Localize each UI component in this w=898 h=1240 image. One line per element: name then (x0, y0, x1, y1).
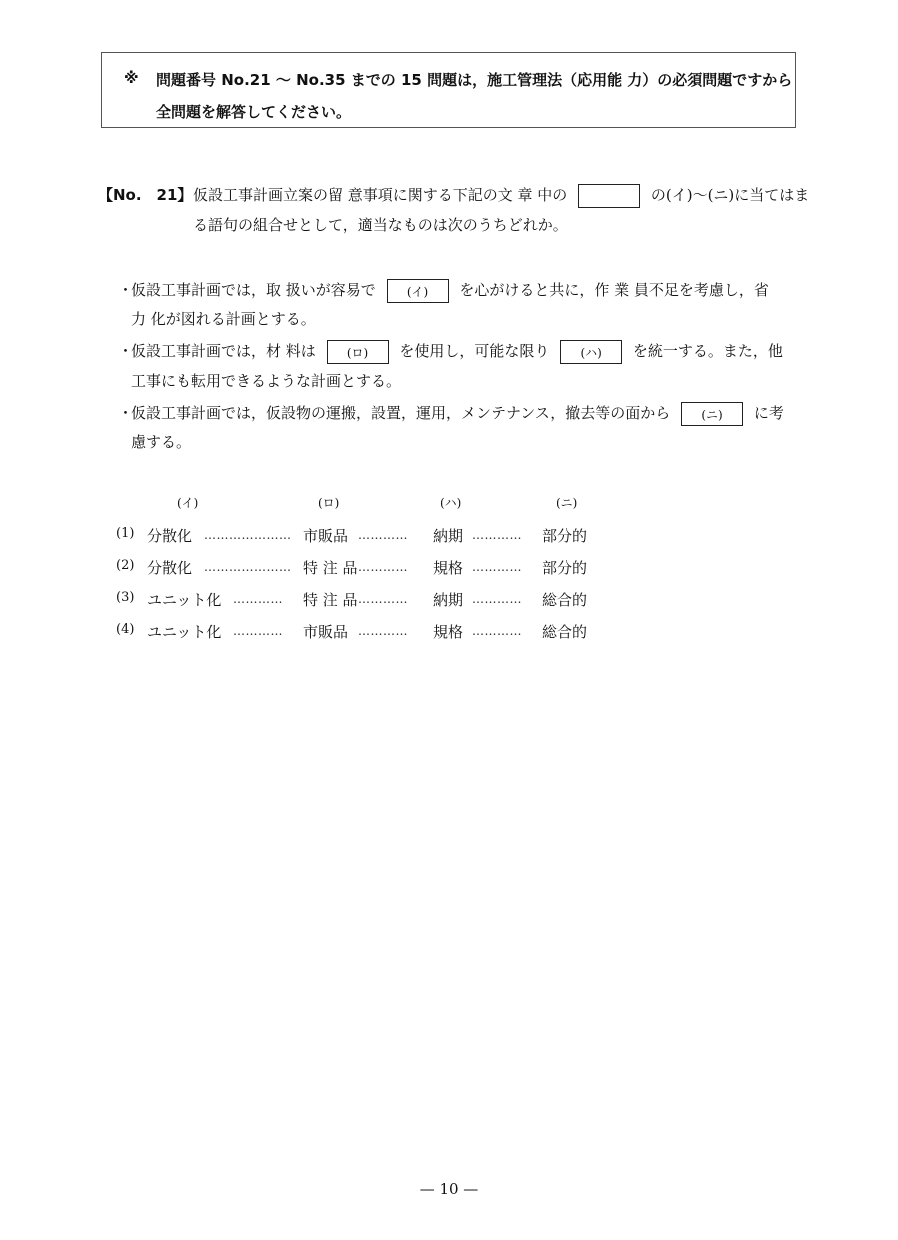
notice-line-1: 問題番号 No.21 ～ No.35 までの 15 問題は，施工管理法（応用能 力）の必須問題ですから (156, 71, 793, 89)
leader-dots: ………… (358, 624, 408, 638)
leader-dots: ………… (472, 624, 522, 638)
choice-cell-ha: 規格 (433, 559, 464, 577)
choice-cell-ha: 納期 (433, 527, 464, 545)
bullet-2-line-2: 工事にも転用できるような計画とする。 (131, 372, 402, 390)
leader-dots: ………… (358, 560, 408, 574)
bullet-3-text-a: 仮設工事計画では，仮設物の運搬，設置，運用，メンテナンス，撤去等の面から (131, 404, 671, 422)
choice-cell-ha: 規格 (433, 623, 464, 641)
choice-header-ha: (ハ) (440, 496, 462, 510)
leader-dots: ………………… (204, 560, 292, 574)
choice-cell-ro: 特 注 品 (303, 591, 358, 609)
leader-dots: ………… (233, 592, 283, 606)
bullet-2-text-a: 仮設工事計画では，材 料は (131, 342, 316, 360)
bullet-1-text-b: を心がけると共に，作 業 員不足を考慮し，省 (459, 281, 769, 299)
bullet-3-line-1 (131, 402, 784, 426)
leader-dots: ………… (472, 592, 522, 606)
question-stem-line-2: る語句の組合せとして，適当なものは次のうちどれか。 (193, 216, 568, 234)
bullet-1-marker: ・ (118, 281, 134, 299)
blank-ni-box: (ニ) (681, 402, 743, 426)
reference-mark: ※ (124, 69, 139, 87)
choice-number: (3) (116, 590, 135, 605)
choice-cell-i: ユニット化 (147, 623, 222, 641)
bullet-1-line-2: 力 化が図れる計画とする。 (131, 310, 316, 328)
blank-i-box: (イ) (387, 279, 449, 303)
stem-part-1: 仮設工事計画立案の留 意事項に関する下記の文 章 中の (193, 186, 568, 204)
choice-cell-ni: 総合的 (542, 591, 588, 609)
page-number: — 10 — (419, 1180, 479, 1198)
blank-placeholder-box (578, 184, 640, 208)
bullet-1-line-1 (131, 279, 769, 303)
notice-box (101, 52, 796, 128)
choice-cell-i: 分散化 (147, 559, 193, 577)
leader-dots: ………… (233, 624, 283, 638)
choice-cell-ro: 市販品 (303, 623, 349, 641)
question-number: 【No. 21】 (98, 186, 193, 204)
leader-dots: ………… (472, 528, 522, 542)
leader-dots: ………………… (204, 528, 292, 542)
bullet-3-line-2: 慮する。 (131, 433, 192, 451)
choice-header-i: (イ) (177, 496, 199, 510)
choice-cell-ro: 市販品 (303, 527, 349, 545)
choice-cell-i: ユニット化 (147, 591, 222, 609)
choice-cell-ni: 総合的 (542, 623, 588, 641)
stem-part-2: の(イ)～(ニ)に当てはま (650, 186, 810, 204)
bullet-2-text-b: を使用し，可能な限り (399, 342, 550, 360)
bullet-2-text-c: を統一する。また，他 (632, 342, 783, 360)
choice-header-ni: (ニ) (556, 496, 578, 510)
blank-ro-box: (ロ) (327, 340, 389, 364)
choice-cell-ha: 納期 (433, 591, 464, 609)
blank-ha-box: (ハ) (560, 340, 622, 364)
choice-header-ro: (ロ) (318, 496, 340, 510)
choice-cell-ni: 部分的 (542, 527, 588, 545)
notice-line-2: 全問題を解答してください。 (156, 103, 352, 121)
bullet-3-marker: ・ (118, 404, 134, 422)
bullet-1-text-a: 仮設工事計画では，取 扱いが容易で (131, 281, 376, 299)
choice-cell-ro: 特 注 品 (303, 559, 358, 577)
question-stem-line-1 (193, 184, 809, 208)
choice-number: (2) (116, 558, 135, 573)
leader-dots: ………… (358, 528, 408, 542)
choice-cell-i: 分散化 (147, 527, 193, 545)
choice-cell-ni: 部分的 (542, 559, 588, 577)
choice-number: (1) (116, 526, 135, 541)
leader-dots: ………… (472, 560, 522, 574)
leader-dots: ………… (358, 592, 408, 606)
bullet-2-line-1 (131, 340, 783, 364)
bullet-2-marker: ・ (118, 342, 134, 360)
bullet-3-text-b: に考 (753, 404, 784, 422)
choice-number: (4) (116, 622, 135, 637)
